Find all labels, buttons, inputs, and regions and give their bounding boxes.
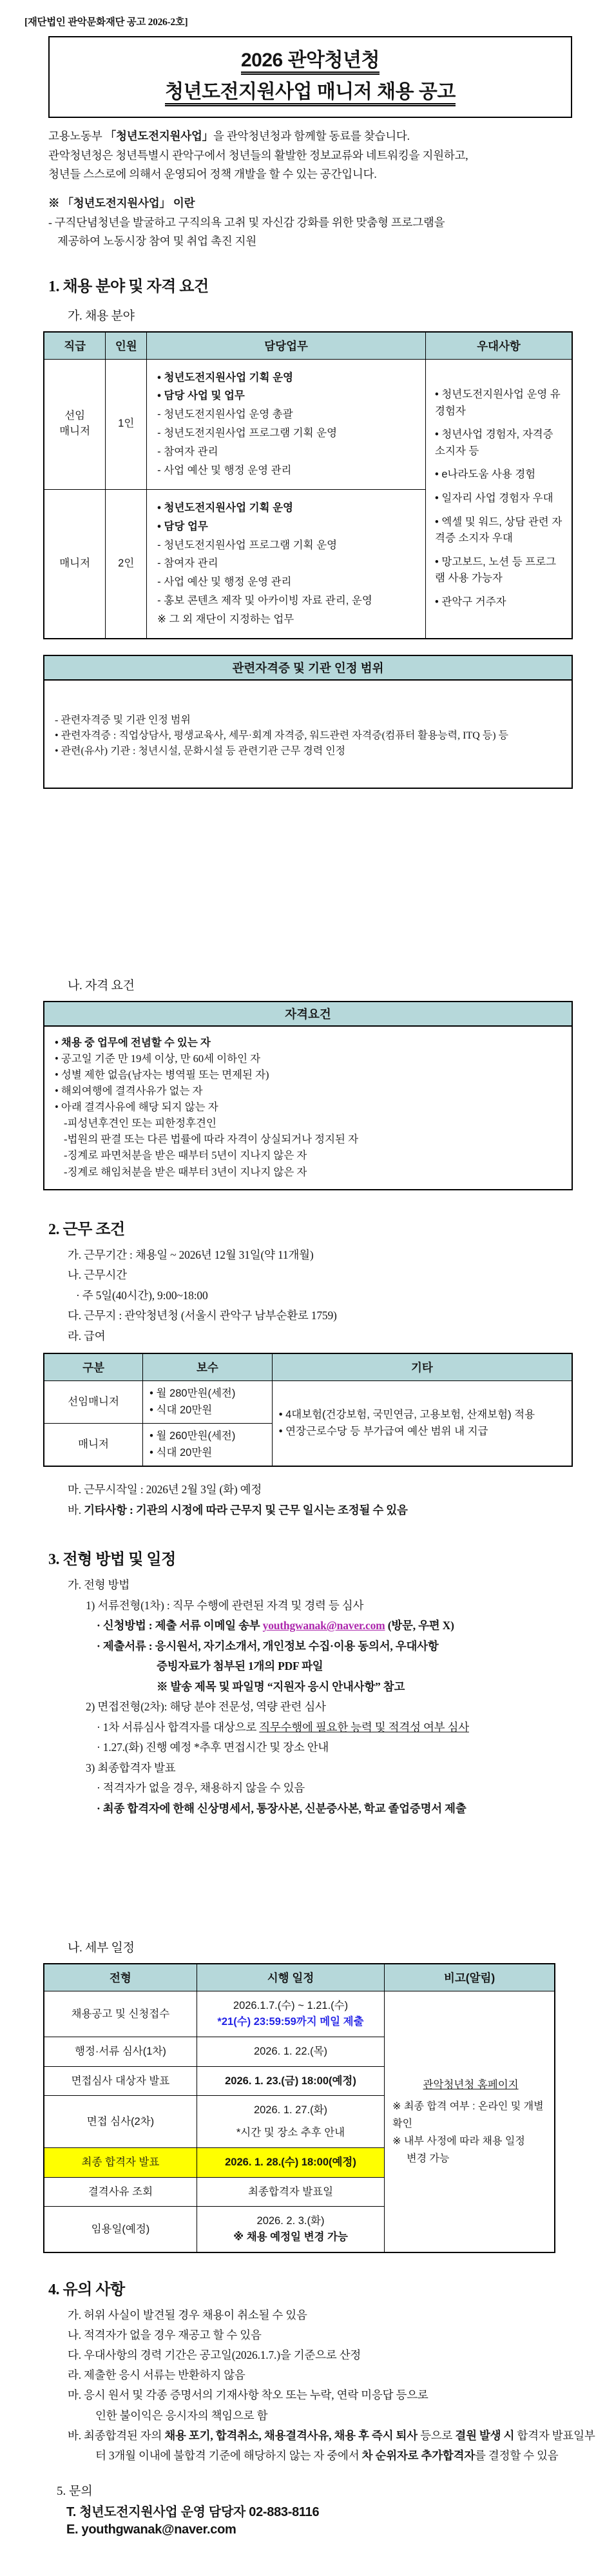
pay-line: • 식대 20만원 bbox=[149, 1446, 213, 1458]
pay-label-line: 라. 급여 bbox=[68, 1329, 106, 1342]
pay-row-senior-manager bbox=[44, 1381, 572, 1424]
etc-note-prefix: 바. bbox=[68, 1503, 84, 1516]
qualification-line: • 해외여행에 결격사유가 없는 자 bbox=[55, 1085, 203, 1098]
work-period-line: 가. 근무기간 : 채용일 ~ 2026년 12월 31일(약 11개월) bbox=[68, 1248, 314, 1261]
pay-row1-salary bbox=[143, 1381, 273, 1424]
recruit-table bbox=[43, 331, 573, 639]
remark-line: ※ 내부 사정에 따라 채용 일정 bbox=[392, 2136, 525, 2147]
section-4-heading: 4. 유의 사항 bbox=[48, 2281, 125, 2298]
qualification-box-body bbox=[44, 1027, 572, 1189]
caution-f-text: 를 결정할 수 있음 bbox=[475, 2448, 559, 2462]
pay-header-salary: 보수 bbox=[143, 1353, 273, 1381]
recruit-row-senior-manager bbox=[44, 359, 572, 489]
work-hours-line: 나. 근무시간 bbox=[68, 1268, 127, 1282]
pay-row1-grade: 선임매니저 bbox=[44, 1381, 143, 1424]
pay-etc-line: • 연장근로수당 등 부가급여 예산 범위 내 지급 bbox=[278, 1425, 488, 1437]
method-subheading: 가. 전형 방법 bbox=[68, 1578, 130, 1592]
intro-line-3: 청년들 스스로에 의해서 운영되어 정책 개발을 할 수 있는 공간입니다. bbox=[48, 167, 377, 180]
duty-item: - 참여자 관리 bbox=[157, 446, 218, 458]
schedule-date bbox=[197, 1991, 384, 2037]
qualification-box-header: 자격요건 bbox=[44, 1002, 572, 1027]
intro-line-1-pre: 고용노동부 bbox=[48, 130, 105, 143]
work-place-line: 다. 근무지 : 관악청년청 (서울시 관악구 남부순환로 1759) bbox=[68, 1309, 337, 1322]
schedule-date-highlighted: 2026. 1. 28.(수) 18:00(예정) bbox=[197, 2147, 384, 2177]
duty-bold-line: • 청년도전지원사업 기획 운영 bbox=[157, 501, 293, 514]
pay-row2-grade: 매니저 bbox=[44, 1424, 143, 1467]
duty-bold-line: • 담당 업무 bbox=[157, 520, 208, 532]
section-3-heading: 3. 전형 방법 및 일정 bbox=[48, 1551, 176, 1569]
certificate-box-body bbox=[44, 681, 572, 788]
about-program-note bbox=[48, 194, 573, 251]
about-heading: ※ 「청년도전지원사업」 이란 bbox=[48, 197, 195, 210]
section-1-heading: 1. 채용 분야 및 자격 요건 bbox=[48, 278, 209, 295]
recruit-row1-grade-line2: 매니저 bbox=[59, 425, 91, 438]
recruit-row1-grade-line1: 선임 bbox=[64, 410, 86, 422]
preferred-item: • 망고보드, 노션 등 프로그램 사용 가능자 bbox=[435, 556, 557, 585]
caution-f-text: 바. 최종합격된 자의 bbox=[68, 2428, 165, 2442]
intro-paragraph bbox=[48, 127, 573, 184]
preferred-item: • 일자리 사업 경험자 우대 bbox=[435, 492, 553, 504]
submit-docs-line1: · 제출서류 : 응시원서, 자기소개서, 개인정보 수집·이용 동의서, 우대사항 bbox=[97, 1639, 439, 1652]
qualification-subline: -징계로 파면처분을 받은 때부터 5년이 지나지 않은 자 bbox=[64, 1149, 307, 1162]
pay-row2-salary bbox=[143, 1424, 273, 1467]
caution-item: 다. 우대사항의 경력 기간은 공고일(2026.1.7.)을 기준으로 산정 bbox=[68, 2348, 361, 2362]
schedule-row-apply bbox=[44, 1991, 555, 2037]
remark-line: ※ 최종 합격 여부 : 온라인 및 개별 확인 bbox=[392, 2100, 544, 2129]
duty-item: - 사업 예산 및 행정 운영 관리 bbox=[157, 464, 292, 476]
step2-detail-pre: · 1차 서류심사 합격자를 대상으로 bbox=[97, 1720, 260, 1734]
qualification-subline: -법원의 판결 또는 다른 법률에 따라 자격이 상실되거나 정지된 자 bbox=[64, 1133, 359, 1146]
preferred-item: • 관악구 거주자 bbox=[435, 596, 506, 608]
schedule-subheading: 나. 세부 일정 bbox=[68, 1941, 135, 1955]
preferred-item: • e나라도움 사용 경험 bbox=[435, 469, 536, 481]
pay-table bbox=[43, 1353, 573, 1467]
etc-note-line bbox=[68, 1500, 573, 1521]
recruit-row1-duties bbox=[147, 359, 426, 489]
step2-line: 2) 면접전형(2차): 해당 분야 전문성, 역량 관련 심사 bbox=[86, 1700, 326, 1714]
recruit-header-grade: 직급 bbox=[44, 332, 106, 360]
schedule-date-note: *시간 및 장소 추후 안내 bbox=[236, 2127, 345, 2139]
homepage-link[interactable]: 관악청년청 홈페이지 bbox=[423, 2078, 519, 2091]
doc-title-line1 bbox=[50, 45, 571, 77]
schedule-stage-highlighted: 최종 합격자 발표 bbox=[44, 2147, 197, 2177]
duty-bold-line: • 담당 사업 및 업무 bbox=[157, 390, 245, 402]
apply-method-post: (방문, 우편 X) bbox=[385, 1619, 454, 1632]
pay-table-header-row bbox=[44, 1353, 572, 1381]
schedule-date-line: 2026. 2. 3.(화) bbox=[256, 2215, 325, 2227]
step2-date-line: · 1.27.(화) 진행 예정 *추후 면접시간 및 장소 안내 bbox=[97, 1741, 329, 1754]
schedule-stage: 면접 심사(2차) bbox=[44, 2096, 197, 2148]
doc-title-line2 bbox=[50, 77, 571, 108]
start-date-line: 마. 근무시작일 : 2026년 2월 3일 (화) 예정 bbox=[68, 1483, 262, 1496]
duty-item: - 사업 예산 및 행정 운영 관리 bbox=[157, 576, 292, 588]
duty-bold-line: • 청년도전지원사업 기획 운영 bbox=[157, 371, 293, 383]
doc-notice-number: [재단법인 관악문화재단 공고 2026-2호] bbox=[24, 17, 188, 28]
certificate-box-header: 관련자격증 및 기관 인정 범위 bbox=[44, 656, 572, 681]
qualification-line: • 아래 결격사유에 해당 되지 않는 자 bbox=[55, 1101, 218, 1114]
apply-method-line bbox=[97, 1616, 573, 1636]
pay-header-etc: 기타 bbox=[272, 1353, 572, 1381]
pay-etc-line: • 4대보험(건강보험, 국민연금, 고용보험, 산재보험) 적용 bbox=[278, 1409, 535, 1421]
step2-detail-underlined: 직무수행에 필요한 능력 및 적격성 여부 심사 bbox=[259, 1720, 469, 1734]
duty-item: - 홍보 콘텐츠 제작 및 아카이빙 자료 관리, 운영 bbox=[157, 595, 372, 607]
apply-method-bold: · 신청방법 : 제출 서류 이메일 송부 bbox=[97, 1619, 263, 1632]
preferred-item: • 청년사업 경험자, 자격증 소지자 등 bbox=[435, 429, 553, 457]
schedule-stage: 면접심사 대상자 발표 bbox=[44, 2066, 197, 2096]
caution-f-bold: 채용 포기, 합격취소, 채용결격사유, 채용 후 즉시 퇴사 bbox=[164, 2428, 418, 2442]
caution-item: 라. 제출한 응시 서류는 반환하지 않음 bbox=[68, 2368, 245, 2382]
schedule-date-line: 2026. 1. 27.(화) bbox=[253, 2104, 328, 2116]
certificate-line: • 관련(유사) 기관 : 청년시설, 문화시설 등 관련기관 근무 경력 인정 bbox=[55, 745, 346, 757]
recruit-row2-count: 2인 bbox=[106, 489, 147, 639]
step1-line: 1) 서류전형(1차) : 직무 수행에 관련된 자격 및 경력 등 심사 bbox=[86, 1598, 364, 1612]
qualification-subline: -피성년후견인 또는 피한정후견인 bbox=[64, 1117, 216, 1130]
caution-item-e-line1: 마. 응시 원서 및 각종 증명서의 기재사항 착오 또는 누락, 연락 미응답 등으로 bbox=[68, 2388, 428, 2402]
contact-phone: T. 청년도전지원사업 운영 담당자 02-883-8116 bbox=[66, 2504, 320, 2519]
duty-item: ※ 그 외 재단이 지정하는 업무 bbox=[157, 614, 294, 626]
caution-item-e-line2: 인한 불이익은 응시자의 책임으로 함 bbox=[95, 2408, 268, 2422]
schedule-stage: 채용공고 및 신청접수 bbox=[44, 1991, 197, 2037]
schedule-stage: 행정·서류 심사(1차) bbox=[44, 2037, 197, 2066]
schedule-remark-cell bbox=[385, 1991, 555, 2252]
preferred-item: • 엑셀 및 워드, 상담 관련 자격증 소지자 우대 bbox=[435, 516, 562, 545]
step3-detail-line1: · 적격자가 없을 경우, 채용하지 않을 수 있음 bbox=[97, 1781, 305, 1795]
schedule-stage: 결격사유 조회 bbox=[44, 2177, 197, 2207]
schedule-header-date: 시행 일정 bbox=[197, 1964, 384, 1991]
duty-item: - 청년도전지원사업 운영 총괄 bbox=[157, 409, 293, 421]
schedule-date bbox=[197, 2096, 384, 2148]
recruit-row1-count: 1인 bbox=[106, 359, 147, 489]
caution-item: 나. 적격자가 없을 경우 재공고 할 수 있음 bbox=[68, 2329, 262, 2341]
about-line-2: 제공하여 노동시장 참여 및 취업 촉진 지원 bbox=[57, 235, 257, 248]
preferred-item: • 청년도전지원사업 운영 유경험자 bbox=[435, 389, 561, 417]
step3-line: 3) 최종합격자 발표 bbox=[86, 1761, 176, 1774]
duty-item: - 청년도전지원사업 프로그램 기획 운영 bbox=[157, 539, 338, 551]
certificate-line: • 관련자격증 : 직업상담사, 평생교육사, 세무·회계 자격증, 워드관련 자격증(컴퓨터 활용능력, ITQ 등) 등 bbox=[55, 730, 509, 741]
pay-header-category: 구분 bbox=[44, 1353, 143, 1381]
recruit-header-duty: 담당업무 bbox=[147, 332, 426, 360]
duty-item: - 참여자 관리 bbox=[157, 557, 218, 570]
schedule-date: 최종합격자 발표일 bbox=[197, 2177, 384, 2207]
recruit-table-header-row bbox=[44, 332, 572, 360]
intro-line-2: 관악청년청은 청년특별시 관악구에서 청년들의 활발한 정보교류와 네트워킹을 지원하고, bbox=[48, 148, 468, 162]
section-5-heading: 5. 문의 bbox=[57, 2484, 93, 2498]
about-line-1: - 구직단념청년을 발굴하고 구직의욕 고취 및 자신감 강화를 위한 맞춤형 프로그램을 bbox=[48, 215, 445, 229]
schedule-stage: 임용일(예정) bbox=[44, 2207, 197, 2252]
submit-note-line: ※ 발송 제목 및 파일명 “지원자 응시 안내사항” 참고 bbox=[157, 1680, 405, 1693]
pay-line: • 식대 20만원 bbox=[149, 1404, 213, 1416]
recruit-row2-grade: 매니저 bbox=[44, 489, 106, 639]
title-box bbox=[48, 36, 572, 118]
caution-f-text: 등으로 bbox=[417, 2428, 456, 2442]
contact-email: E. youthgwanak@naver.com bbox=[66, 2522, 236, 2537]
etc-note-bold: 기타사항 : 기관의 시정에 따라 근무지 및 근무 일시는 조정될 수 있음 bbox=[84, 1503, 408, 1516]
section-1a-subheading: 가. 채용 분야 bbox=[68, 309, 135, 323]
schedule-header-remark: 비고(알림) bbox=[385, 1964, 555, 1991]
caution-f-text: 합격자 발표일부터 3개월 이내에 불합격 기준에 해당하지 않는 자 중에서 bbox=[95, 2428, 595, 2462]
schedule-table bbox=[43, 1963, 555, 2253]
recruit-preferred-cell bbox=[426, 359, 572, 639]
intro-line-1 bbox=[48, 127, 573, 146]
section-1b-subheading: 나. 자격 요건 bbox=[68, 978, 135, 993]
step3-detail-line2: · 최종 합격자에 한해 신상명세서, 통장사본, 신분증사본, 학교 졸업증명서 제출 bbox=[97, 1801, 466, 1815]
step2-detail-line bbox=[97, 1718, 573, 1738]
caution-f-bold: 차 순위자로 추가합격자 bbox=[361, 2448, 476, 2462]
schedule-date-line: 2026.1.7.(수) ~ 1.21.(수) bbox=[233, 2000, 349, 2012]
doc-title-line2-text: 청년도전지원사업 매니저 채용 공고 bbox=[165, 81, 456, 106]
recruit-header-count: 인원 bbox=[106, 332, 147, 360]
qualification-line: • 채용 중 업무에 전념할 수 있는 자 bbox=[55, 1036, 211, 1049]
schedule-date-note: ※ 채용 예정일 변경 가능 bbox=[233, 2231, 348, 2243]
qualification-box bbox=[43, 1001, 573, 1190]
qualification-subline: -징계로 해임처분을 받은 때부터 3년이 지나지 않은 자 bbox=[64, 1165, 307, 1178]
caution-item: 가. 허위 사실이 발견될 경우 채용이 취소될 수 있음 bbox=[68, 2308, 307, 2321]
apply-email-link[interactable]: youthgwanak@naver.com bbox=[262, 1619, 385, 1632]
recruit-row2-duties bbox=[147, 489, 426, 639]
recruit-row1-grade bbox=[44, 359, 106, 489]
schedule-date: 2026. 1. 23.(금) 18:00(예정) bbox=[197, 2066, 384, 2096]
pay-line: • 월 260만원(세전) bbox=[149, 1430, 236, 1442]
caution-item-f bbox=[68, 2426, 596, 2466]
schedule-date-deadline: *21(수) 23:59:59까지 메일 제출 bbox=[217, 2016, 364, 2028]
schedule-date bbox=[197, 2207, 384, 2252]
work-hours-detail: · 주 5일(40시간), 9:00~18:00 bbox=[76, 1288, 208, 1302]
duty-item: - 청년도전지원사업 프로그램 기획 운영 bbox=[157, 427, 338, 440]
qualification-line: • 성별 제한 없음(남자는 병역필 또는 면제된 자) bbox=[55, 1069, 269, 1081]
caution-f-bold: 결원 발생 시 bbox=[455, 2428, 515, 2442]
recruit-header-preferred: 우대사항 bbox=[426, 332, 572, 360]
intro-line-1-post: 을 관악청년청과 함께할 동료를 찾습니다. bbox=[213, 130, 410, 143]
doc-title-line1-text: 2026 관악청년청 bbox=[241, 50, 380, 75]
schedule-header-stage: 전형 bbox=[44, 1964, 197, 1991]
remark-line: 변경 가능 bbox=[407, 2153, 450, 2165]
qualification-line: • 공고일 기준 만 19세 이상, 만 60세 이하인 자 bbox=[55, 1052, 261, 1065]
certificate-line: - 관련자격증 및 기관 인정 범위 bbox=[55, 714, 191, 726]
submit-docs-line2: 증빙자료가 첨부된 1개의 PDF 파일 bbox=[157, 1660, 323, 1673]
pay-etc-cell bbox=[272, 1381, 572, 1467]
pay-line: • 월 280만원(세전) bbox=[149, 1388, 236, 1400]
certificate-scope-box bbox=[43, 655, 573, 789]
schedule-date: 2026. 1. 22.(목) bbox=[197, 2037, 384, 2066]
intro-line-1-bold: 「청년도전지원사업」 bbox=[104, 130, 213, 143]
schedule-header-row bbox=[44, 1964, 555, 1991]
section-2-heading: 2. 근무 조건 bbox=[48, 1221, 125, 1238]
